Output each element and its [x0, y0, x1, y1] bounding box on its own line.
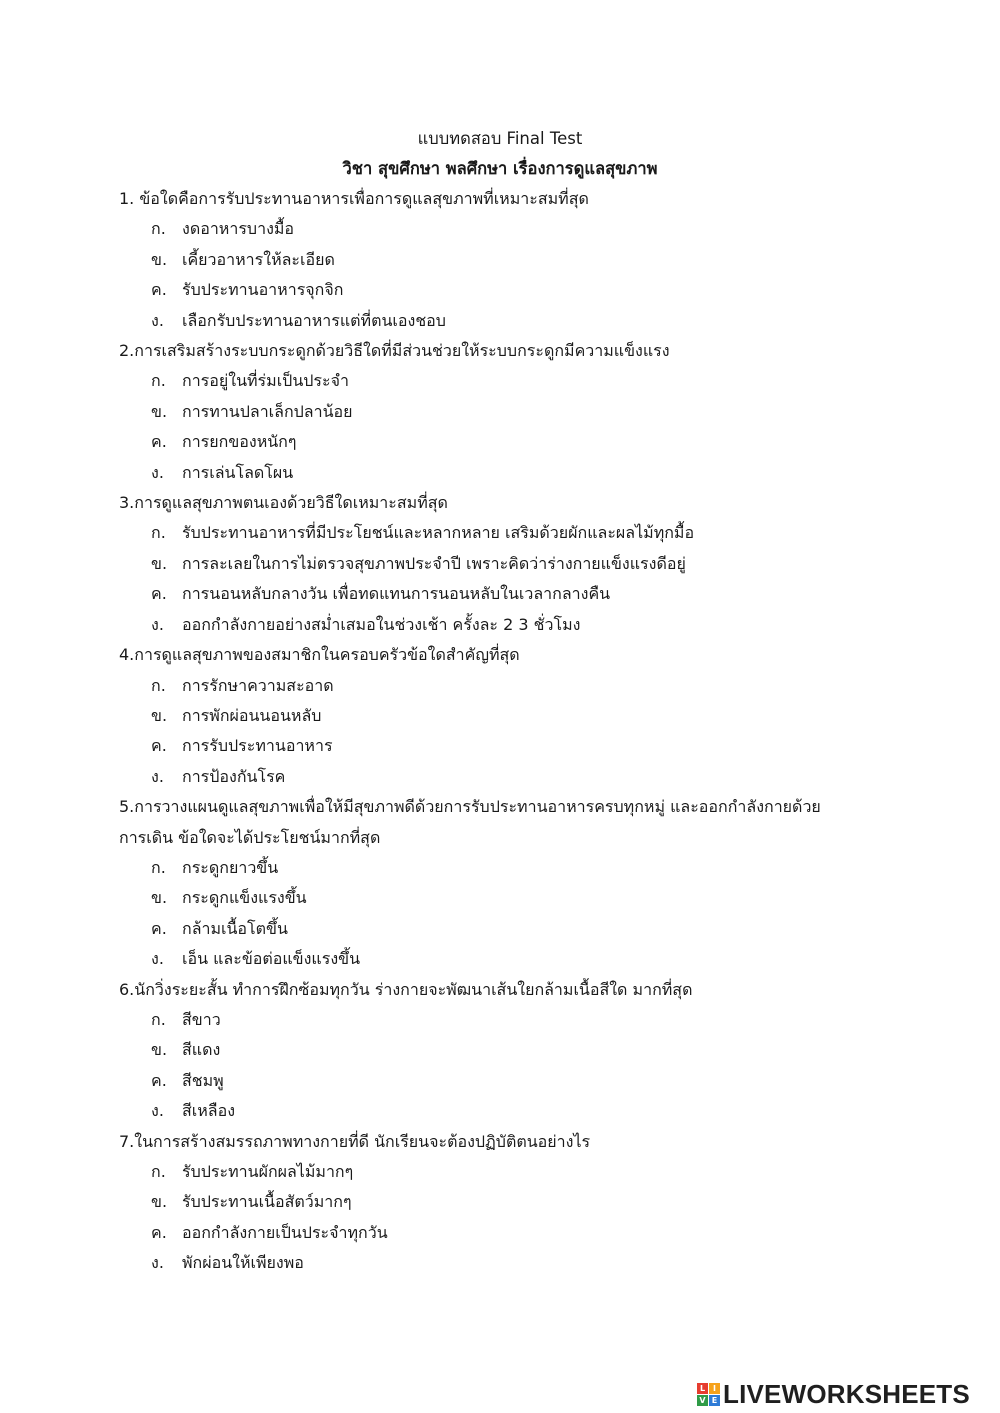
choice-text: ออกกำลังกายเป็นประจำทุกวัน — [182, 1222, 388, 1242]
choice-letter: ง. — [151, 949, 164, 969]
choice-text: การละเลยในการไม่ตรวจสุขภาพประจำปี เพราะคิดว่าร่างกายแข็งแรงดีอยู่ — [182, 553, 686, 573]
question-text: 5.การวางแผนดูแลสุขภาพเพื่อให้มีสุขภาพดีด้วยการรับประทานอาหารครบทุกหมู่ และออกกำลังกายด้วยการเดิน ข้อใดจะได้ประโยชน์มากที่สุด — [119, 797, 821, 847]
choice-letter: ข. — [151, 888, 168, 908]
logo-square: L — [697, 1383, 708, 1394]
choice-text: ออกกำลังกายอย่างสม่ำเสมอในช่วงเช้า ครั้งละ 2 3 ชั่วโมง — [182, 614, 581, 634]
choice-text: พักผ่อนให้เพียงพอ — [182, 1253, 304, 1273]
choice-letter: ก. — [151, 523, 166, 543]
answer-choice[interactable] — [119, 306, 839, 336]
choice-text: การอยู่ในที่ร่มเป็นประจำ — [182, 371, 349, 391]
choice-text: กล้ามเนื้อโตขึ้น — [182, 918, 288, 938]
choice-letter: ข. — [151, 401, 168, 421]
question-block — [119, 975, 839, 1127]
question-block — [119, 640, 839, 792]
choice-letter: ก. — [151, 1009, 166, 1029]
choice-letter: ค. — [151, 1222, 167, 1242]
question-list — [119, 184, 839, 1279]
choice-letter: ง. — [151, 1253, 164, 1273]
choice-letter: ค. — [151, 432, 167, 452]
liveworksheets-logo-icon — [697, 1383, 720, 1406]
choice-letter: ก. — [151, 371, 166, 391]
choice-letter: ค. — [151, 736, 167, 756]
answer-choice[interactable] — [119, 397, 839, 427]
choice-text: สีแดง — [182, 1040, 221, 1060]
question-text: 6.นักวิ่งระยะสั้น ทำการฝึกซ้อมทุกวัน ร่างกายจะพัฒนาเส้นใยกล้ามเนื้อสีใด มากที่สุด — [119, 979, 693, 999]
choice-text: สีขาว — [182, 1009, 221, 1029]
choice-letter: ข. — [151, 249, 168, 269]
choice-letter: ง. — [151, 462, 164, 482]
choice-letter: ค. — [151, 1070, 167, 1090]
choice-text: กระดูกยาวขึ้น — [182, 857, 279, 877]
answer-choice[interactable] — [119, 853, 839, 883]
choice-text: สีเหลือง — [182, 1101, 236, 1121]
choice-text: กระดูกแข็งแรงขึ้น — [182, 888, 307, 908]
choice-letter: ง. — [151, 614, 164, 634]
answer-choice[interactable] — [119, 731, 839, 761]
choice-letter: ก. — [151, 857, 166, 877]
choice-letter: ก. — [151, 675, 166, 695]
answer-choice[interactable] — [119, 214, 839, 244]
choice-text: รับประทานอาหารจุกจิก — [182, 280, 344, 300]
choice-text: การพักผ่อนนอนหลับ — [182, 705, 322, 725]
answer-choice[interactable] — [119, 366, 839, 396]
choice-letter: ก. — [151, 1162, 166, 1181]
choice-text: เอ็น และข้อต่อแข็งแรงขึ้น — [182, 949, 361, 969]
answer-choice[interactable] — [119, 549, 839, 579]
choice-text: การนอนหลับกลางวัน เพื่อทดแทนการนอนหลับในเวลากลางคืน — [182, 584, 611, 604]
worksheet-title: แบบทดสอบ Final Test — [417, 129, 583, 148]
answer-choice[interactable] — [119, 579, 839, 609]
answer-choice[interactable] — [119, 518, 839, 548]
answer-choice[interactable] — [119, 1157, 839, 1187]
choice-text: การยกของหนักๆ — [182, 432, 297, 452]
answer-choice[interactable] — [119, 1005, 839, 1035]
question-text: 1. ข้อใดคือการรับประทานอาหารเพื่อการดูแลสุขภาพที่เหมาะสมที่สุด — [119, 189, 589, 208]
answer-choice[interactable] — [119, 610, 839, 640]
choice-text: การรับประทานอาหาร — [182, 736, 333, 756]
choice-letter: ง. — [151, 1101, 164, 1121]
answer-choice[interactable] — [119, 427, 839, 457]
choice-letter: ง. — [151, 766, 164, 786]
choice-text: งดอาหารบางมื้อ — [182, 219, 295, 239]
liveworksheets-logo — [697, 1378, 970, 1410]
answer-choice[interactable] — [119, 1218, 839, 1248]
choice-text: การทานปลาเล็กปลาน้อย — [182, 401, 353, 421]
choice-letter: ข. — [151, 1040, 168, 1060]
choice-text: รับประทานอาหารที่มีประโยชน์และหลากหลาย เสริมด้วยผักและผลไม้ทุกมื้อ — [182, 523, 695, 543]
choice-text: รับประทานเนื้อสัตว์มากๆ — [182, 1192, 352, 1212]
logo-square: V — [697, 1395, 708, 1406]
answer-choice[interactable] — [119, 1248, 839, 1278]
choice-text: เลือกรับประทานอาหารแต่ที่ตนเองชอบ — [182, 310, 446, 330]
choice-letter: ข. — [151, 1192, 168, 1212]
logo-square: E — [709, 1395, 720, 1406]
answer-choice[interactable] — [119, 1096, 839, 1126]
answer-choice[interactable] — [119, 671, 839, 701]
logo-text: LIVEWORKSHEETS — [723, 1379, 970, 1409]
question-text: 2.การเสริมสร้างระบบกระดูกด้วยวิธีใดที่มีส่วนช่วยให้ระบบกระดูกมีความแข็งแรง — [119, 341, 670, 361]
choice-text: การป้องกันโรค — [182, 766, 286, 786]
choice-text: รับประทานผักผลไม้มากๆ — [182, 1162, 354, 1181]
answer-choice[interactable] — [119, 275, 839, 305]
question-block — [119, 792, 839, 974]
choice-letter: ค. — [151, 584, 167, 604]
answer-choice[interactable] — [119, 914, 839, 944]
answer-choice[interactable] — [119, 245, 839, 275]
answer-choice[interactable] — [119, 762, 839, 792]
question-block — [119, 336, 839, 488]
choice-letter: ค. — [151, 918, 167, 938]
choice-letter: ข. — [151, 705, 168, 725]
worksheet-subtitle: วิชา สุขศึกษา พลศึกษา เรื่องการดูแลสุขภาพ — [342, 159, 658, 178]
choice-text: การรักษาความสะอาด — [182, 675, 334, 695]
question-text: 7.ในการสร้างสมรรถภาพทางกายที่ดี นักเรียนจะต้องปฏิบัติตนอย่างไร — [119, 1131, 591, 1151]
question-block — [119, 184, 839, 336]
answer-choice[interactable] — [119, 1066, 839, 1096]
choice-letter: ค. — [151, 280, 167, 300]
choice-text: การเล่นโลดโผน — [182, 462, 294, 482]
question-text: 4.การดูแลสุขภาพของสมาชิกในครอบครัวข้อใดสำคัญที่สุด — [119, 645, 520, 665]
question-text: 3.การดูแลสุขภาพตนเองด้วยวิธีใดเหมาะสมที่สุด — [119, 493, 448, 513]
logo-square: I — [709, 1383, 720, 1394]
answer-choice[interactable] — [119, 701, 839, 731]
choice-letter: ก. — [151, 219, 166, 239]
question-block — [119, 488, 839, 640]
choice-letter: ง. — [151, 310, 164, 330]
answer-choice[interactable] — [119, 944, 839, 974]
choice-text: เคี้ยวอาหารให้ละเอียด — [182, 249, 335, 269]
choice-letter: ข. — [151, 553, 168, 573]
question-block — [119, 1127, 839, 1279]
answer-choice[interactable] — [119, 1187, 839, 1217]
choice-text: สีชมพู — [182, 1070, 224, 1090]
answer-choice[interactable] — [119, 1035, 839, 1065]
answer-choice[interactable] — [119, 458, 839, 488]
answer-choice[interactable] — [119, 883, 839, 913]
